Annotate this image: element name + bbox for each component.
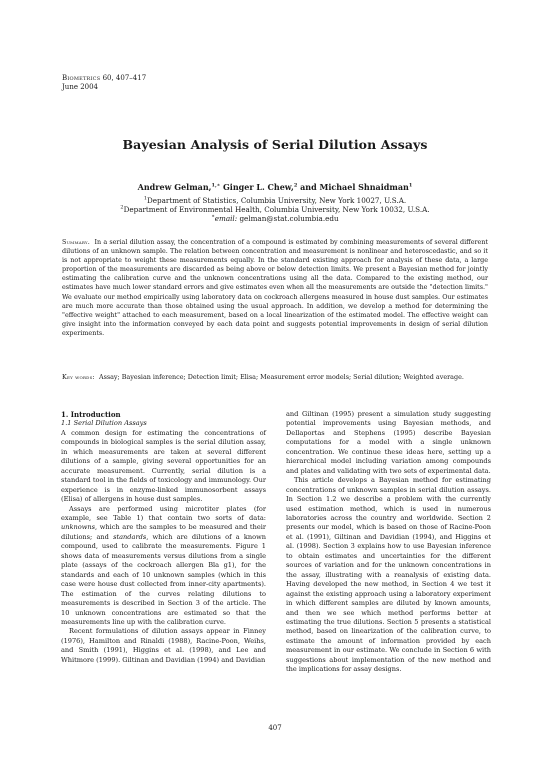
- journal-date: June 2004: [62, 83, 99, 91]
- author-name: Ginger L. Chew,: [220, 182, 294, 192]
- paragraph: Assays are performed using microtiter plates (for example, see Table 1) that contain two sorts of data: unknowns, which are the samples to be measured and their dilutions; and standards, which are dilutions of a known compound, used to calibrate the measurements. Figure 1 shows data of measurements versus dilutions from a single plate (assays of the cockroach allergen Bla g1), for the standards and each of 10 unknown samples (which in this case were house dust collected from inner-city apartments). The estimation of the curves relating dilutions to measurements is described in Section 3 of the article. The 10 unknown concentrations are estimated so that the measurements line up with the calibration curve.: [61, 504, 266, 626]
- affiliation-text: Department of Environmental Health, Columbia University, New York 10032, U.S.A.: [123, 205, 430, 214]
- email-mark: ∗: [211, 213, 215, 220]
- journal-name: Biometrics: [62, 74, 101, 82]
- abstract-text: In a serial dilution assay, the concentration of a compound is estimated by combining measurements of several different dilutions of an unknown sample. The relation between concentration and measurement is nonlinear and heteroscedastic, and so it is not appropriate to weight these measurements equally. In the standard existing approach for analysis of these data, a large proportion of the measurements are discarded as being above or below detection limits. We present a Bayesian method for jointly estimating the calibration curve and the unknown concentrations using all the data. Compared to the existing method, our estimates have much lower standard errors and give estimates even when all the measurements are outside the "detection limits." We evaluate our method empirically using laboratory data on cockroach allergens measured in house dust samples. Our estimates are much more accurate than those obtained using the usual approach. In addition, we develop a method for determining the "effective weight" attached to each measurement, based on a local linearization of the estimated model. The effective weight can give insight into the information conveyed by each data point and suggests potential improvements in design of serial dilution experiments.: [62, 238, 488, 337]
- abstract: [62, 238, 488, 338]
- keywords: [62, 373, 488, 382]
- subsection-heading: 1.1 Serial Dilution Assays: [61, 419, 147, 428]
- paragraph: and Giltinan (1995) present a simulation study suggesting potential improvements using Bayesian methods, and Dellaportas and Stephens (1995) describe Bayesian computations for a model with a single unknown concentration. We continue these ideas here, setting up a hierarchical model including variation among compounds and plates and validating with two sets of experimental data.: [286, 410, 491, 475]
- paper-title: Bayesian Analysis of Serial Dilution Assays: [122, 137, 428, 152]
- email-label: email:: [214, 214, 238, 223]
- journal-citation: [62, 74, 146, 92]
- author-name: Andrew Gelman,: [137, 182, 212, 192]
- affiliation-mark: 1: [143, 195, 147, 202]
- paragraph: This article develops a Bayesian method for estimating concentrations of unknown samples in serial dilution assays. In Section 1.2 we describe a problem with the currently used estimation method, which is used in numerous laboratories across the country and worldwide. Section 2 presents our model, which is based on those of Racine-Poon et al. (1991), Giltinan and Davidian (1994), and Higgins et al. (1998). Section 3 explains how to use Bayesian inference to obtain estimates and uncertainties for the different sources of variation and for the unknown concentrations in the assay, illustrating with a reanalysis of existing data. Having developed the new method, in Section 4 we test it against the existing approach using a laboratory experiment in which different samples are diluted by known amounts, and then we see which method performs better at estimating the true dilutions. Section 5 presents a statistical method, based on linearization of the calibration curve, to estimate the amount of information provided by each measurement in our estimate. We conclude in Section 6 with suggestions about implementation of the new method and the implications for assay designs.: [286, 476, 491, 674]
- affiliation-text: Department of Statistics, Columbia University, New York 10027, U.S.A.: [147, 196, 407, 205]
- author-name: and Michael Shnaidman: [297, 182, 409, 192]
- section-heading: 1. Introduction: [61, 410, 121, 419]
- journal-volume-pages: 60, 407–417: [102, 74, 147, 82]
- author-mark: 1,∗: [211, 182, 221, 189]
- affiliation-mark: 2: [120, 204, 124, 211]
- paragraph: A common design for estimating the concentrations of compounds in biological samples is the serial dilution assay, in which measurements are taken at several different dilutions of a sample, giving several opportunities for an accurate measurement. Currently, serial dilution is a standard tool in the fields of toxicology and immunology. Our experience is in enzyme-linked immunosorbent assays (Elisa) of allergens in house dust samples.: [61, 428, 266, 504]
- abstract-label: Summary.: [62, 238, 90, 246]
- author-mark: 1: [408, 182, 413, 189]
- corresponding-email: [0, 214, 550, 224]
- keywords-text: Assay; Bayesian inference; Detection limit; Elisa; Measurement error models; Serial dilution; Weighted average.: [98, 373, 464, 381]
- author-list: [0, 182, 550, 192]
- keywords-label: Key words:: [62, 373, 95, 381]
- paragraph: Recent formulations of dilution assays appear in Finney (1976), Hamilton and Rinaldi (1988), Racine-Poon, Weihs, and Smith (1991), Higgins et al. (1998), and Lee and Whitmore (1999). Giltinan and Davidian (1994) and Davidian: [61, 627, 266, 664]
- page-number: 407: [268, 724, 282, 732]
- body-left-column: [61, 410, 266, 665]
- email-address[interactable]: gelman@stat.columbia.edu: [237, 214, 339, 223]
- author-mark: 2: [293, 182, 298, 189]
- body-right-column: [286, 410, 491, 675]
